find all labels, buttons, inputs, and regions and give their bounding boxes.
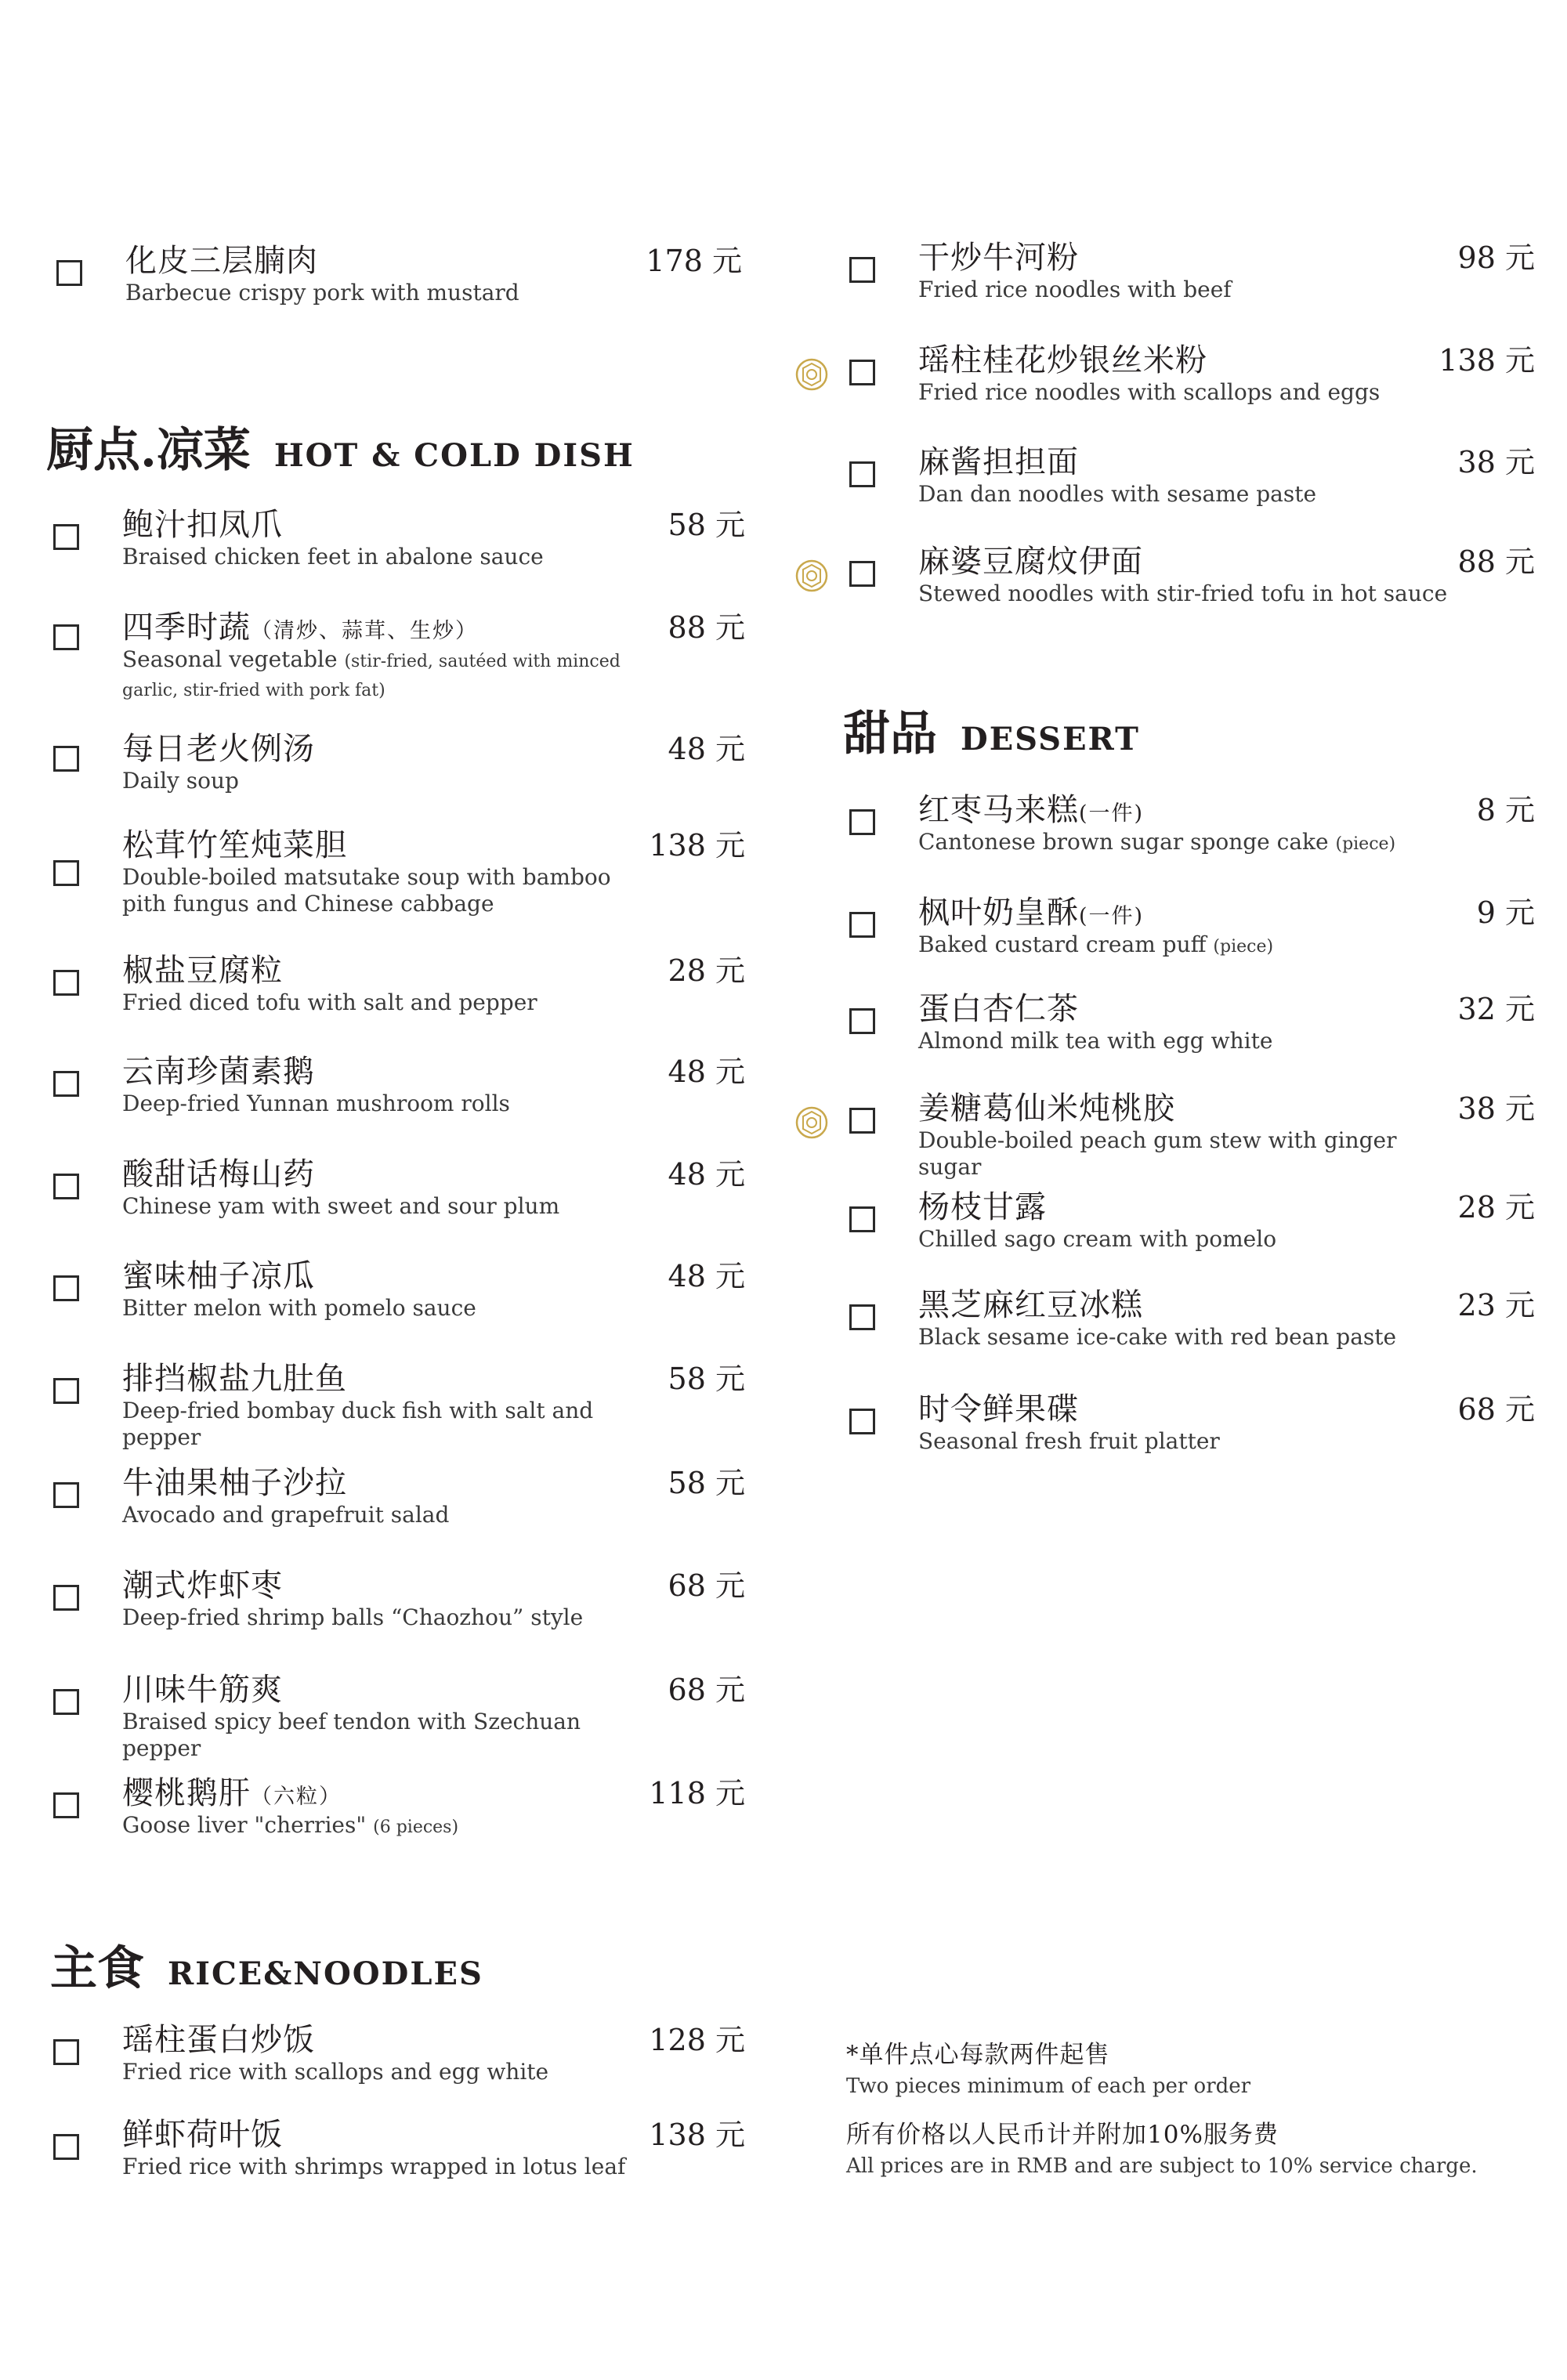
item-price [668,1671,745,1709]
item-name-zh [125,242,318,280]
item-price-currency: 元 [715,610,745,645]
item-price-value: 48 [668,1157,706,1192]
item-name-zh-text: 酸甜话梅山药 [122,1156,315,1192]
menu-item [849,791,1535,866]
item-name-zh [122,826,347,864]
item-price-currency: 元 [715,828,745,863]
item-name-zh [918,791,1144,833]
menu-item [53,1671,745,1761]
item-checkbox[interactable] [53,1482,79,1508]
item-price-value: 23 [1457,1288,1496,1322]
menu-item [53,1053,745,1128]
item-name-zh-text: 蛋白杏仁茶 [918,991,1079,1027]
item-price-currency: 元 [715,1776,745,1810]
item-checkbox[interactable] [53,1689,79,1715]
item-name-en-note: (6 pieces) [373,1818,459,1837]
item-price [649,826,745,864]
item-name-en-text: Black sesame ice-cake with red bean paste [918,1324,1397,1350]
item-price [668,1156,745,1193]
item-name-zh [122,1671,283,1709]
item-price-currency: 元 [1504,1392,1535,1427]
item-checkbox[interactable] [53,2134,79,2160]
item-name-zh [122,730,315,768]
menu-item [849,239,1535,314]
item-checkbox[interactable] [849,809,875,835]
item-name-en [122,1604,659,1631]
section-title-zh: 厨点.凉菜 [46,423,251,478]
item-price-currency: 元 [1504,992,1535,1026]
item-name-en-text: Avocado and grapefruit salad [122,1502,450,1528]
item-name-zh [122,1156,315,1193]
item-name-zh-text: 时令鲜果碟 [918,1391,1079,1427]
item-price-currency: 元 [715,508,745,542]
item-name-en-text: Fried diced tofu with salt and pepper [122,989,537,1015]
item-name-zh [122,1774,342,1816]
menu-item [53,1567,745,1642]
item-name-zh-text: 化皮三层腩肉 [125,243,318,279]
item-checkbox[interactable] [53,524,79,550]
item-price [1458,1391,1535,1428]
item-price-currency: 元 [1504,793,1535,827]
item-price-currency: 元 [715,1568,745,1603]
item-name-en-text: Seasonal fresh fruit platter [918,1428,1220,1454]
item-name-zh [918,1286,1143,1324]
item-name-zh-text: 云南珍菌素鹅 [122,1054,315,1090]
item-name-en [918,1428,1449,1455]
item-name-en [918,1127,1449,1181]
item-name-zh-text: 松茸竹笙炖菜胆 [122,827,347,863]
item-price [668,1053,745,1091]
menu-item [849,1391,1535,1466]
item-price [1458,990,1535,1028]
item-price [649,2021,745,2059]
item-name-zh [918,1391,1079,1428]
item-price-value: 58 [668,508,706,542]
item-name-en-text: Chinese yam with sweet and sour plum [122,1193,560,1219]
item-name-zh [122,506,283,544]
item-price [1458,1188,1535,1226]
item-price [668,1464,745,1502]
item-checkbox[interactable] [849,1206,875,1232]
item-name-en [918,581,1449,607]
item-price-value: 48 [668,1259,706,1293]
item-price [668,1257,745,1295]
item-name-zh-text: 瑶柱蛋白炒饭 [122,2022,315,2058]
section-heading-hot-cold [46,413,635,480]
item-name-zh [122,1464,347,1502]
item-name-en [122,1709,659,1762]
section-title-en: DESSERT [961,721,1140,758]
item-price-currency: 元 [711,244,742,278]
item-name-en-text: Braised chicken feet in abalone sauce [122,544,544,570]
item-price [1458,543,1535,581]
item-price-value: 118 [649,1776,706,1810]
item-price-currency: 元 [715,2023,745,2057]
item-checkbox[interactable] [53,1585,79,1611]
menu-item [53,506,745,581]
item-price-value: 88 [668,610,706,645]
item-checkbox[interactable] [53,970,79,996]
item-name-en-text: Deep-fried shrimp balls “Chaozhou” style [122,1604,584,1630]
item-checkbox[interactable] [53,1071,79,1097]
item-name-zh-text: 麻婆豆腐炆伊面 [918,544,1143,580]
item-checkbox[interactable] [53,1792,79,1818]
section-title-zh: 主食 [50,1941,144,1996]
item-name-zh [122,2021,315,2059]
item-name-zh-text: 四季时蔬 [122,609,251,646]
item-name-en [122,2059,659,2085]
item-name-zh [122,952,283,989]
item-name-en-text: Double-boiled matsutake soup with bamboo pith fungus and Chinese cabbage [122,864,611,917]
item-name-en-text: Goose liver "cherries" [122,1812,367,1838]
item-name-zh [122,1567,283,1604]
item-checkbox[interactable] [849,1108,875,1134]
item-price-value: 178 [646,244,703,278]
item-price [1439,342,1535,379]
item-name-en-text: Seasonal vegetable [122,646,338,672]
item-name-zh-text: 杨枝甘露 [918,1189,1047,1225]
item-name-zh-text: 椒盐豆腐粒 [122,953,283,989]
item-name-zh [918,1090,1175,1127]
item-checkbox[interactable] [53,860,79,886]
item-price-currency: 元 [715,1259,745,1293]
item-price-value: 128 [649,2023,706,2057]
item-price-value: 48 [668,732,706,766]
item-name-zh-text: 每日老火例汤 [122,731,315,767]
item-name-en [125,280,656,306]
menu-item [849,894,1535,969]
item-price-currency: 元 [1504,1190,1535,1224]
item-price-value: 58 [668,1466,706,1500]
item-name-zh-text: 鲜虾荷叶饭 [122,2117,283,2153]
item-price [668,952,745,989]
menu-item [53,1360,745,1450]
item-name-zh-text: 黑芝麻红豆冰糕 [918,1287,1143,1323]
item-price-currency: 元 [1504,1288,1535,1322]
item-name-en [918,829,1449,858]
item-checkbox[interactable] [53,2039,79,2065]
menu-item [53,952,745,1027]
item-checkbox[interactable] [53,624,79,650]
item-name-zh [918,990,1079,1028]
item-name-zh-text: 红枣马来糕 [918,792,1079,828]
item-name-zh-text: 鲍汁扣凤爪 [122,507,283,543]
item-price [1477,894,1535,931]
menu-item [849,1090,1535,1180]
item-price-value: 28 [668,953,706,988]
item-price [649,1774,745,1812]
item-name-zh-text: 潮式炸虾枣 [122,1568,283,1604]
item-price-currency: 元 [715,1673,745,1707]
item-checkbox[interactable] [56,260,82,286]
section-heading-dessert [843,696,1140,764]
item-price [1458,1286,1535,1324]
item-price-currency: 元 [1504,1091,1535,1126]
item-price-currency: 元 [715,953,745,988]
item-name-zh [122,1053,315,1091]
item-name-en [918,1226,1449,1253]
note-zh: 所有价格以人民币计并附加10%服务费 [846,2121,1279,2149]
section-heading-rice-noodles [50,1931,483,1998]
item-name-en [122,768,659,794]
menu-item [56,242,742,317]
menu-item [849,990,1535,1065]
item-checkbox[interactable] [849,1304,875,1330]
item-checkbox[interactable] [849,461,875,487]
item-price-value: 58 [668,1362,706,1396]
item-price-currency: 元 [715,2118,745,2152]
item-name-zh [918,239,1079,277]
note-en: Two pieces minimum of each per order [846,2074,1251,2098]
item-name-en-text: Daily soup [122,768,239,794]
section-title-zh: 甜品 [843,707,937,761]
item-name-en-text: Almond milk tea with egg white [918,1028,1273,1054]
item-name-zh-text: 麻酱担担面 [918,444,1079,480]
item-checkbox[interactable] [849,1008,875,1034]
item-name-en [122,1398,659,1451]
item-name-zh [918,543,1143,581]
item-name-zh [122,609,478,650]
item-name-en [122,1295,659,1322]
item-checkbox[interactable] [53,1174,79,1199]
item-name-zh-note: （六粒） [251,1785,342,1809]
item-price [649,2116,745,2154]
item-checkbox[interactable] [53,1378,79,1404]
item-name-zh-text: 蜜味柚子凉瓜 [122,1258,315,1294]
menu-item [849,443,1535,519]
menu-item [53,2116,745,2191]
item-name-en [918,1028,1449,1054]
item-checkbox[interactable] [849,561,875,587]
item-name-en-text: Barbecue crispy pork with mustard [125,280,519,306]
item-price-value: 68 [668,1673,706,1707]
item-name-en-text: Fried rice with scallops and egg white [122,2059,549,2085]
item-name-zh-text: 干炒牛河粉 [918,240,1079,276]
item-price-value: 38 [1457,445,1496,479]
item-price-currency: 元 [1504,241,1535,275]
item-name-zh-note: (一件) [1079,801,1145,826]
item-name-zh-note: （清炒、蒜茸、生炒） [251,619,478,643]
item-checkbox[interactable] [53,1275,79,1301]
item-price-value: 9 [1476,895,1496,930]
item-name-en-note: (piece) [1213,937,1274,957]
item-name-zh-text: 川味牛筋爽 [122,1672,283,1708]
item-price-value: 68 [668,1568,706,1603]
item-price-value: 32 [1457,992,1496,1026]
item-name-en [122,1502,659,1528]
item-price [1458,1090,1535,1127]
item-price-currency: 元 [1504,895,1535,930]
item-price-currency: 元 [715,1054,745,1089]
signature-dish-icon [794,559,829,593]
item-name-en-text: Braised spicy beef tendon with Szechuan pepper [122,1709,581,1761]
menu-item [53,1156,745,1231]
item-name-en [122,1091,659,1117]
item-price-value: 38 [1457,1091,1496,1126]
item-price [668,1567,745,1604]
item-name-zh [918,342,1207,379]
item-name-en-text: Dan dan noodles with sesame paste [918,481,1317,507]
item-name-en-text: Bitter melon with pomelo sauce [122,1295,476,1321]
item-name-zh-text: 樱桃鹅肝 [122,1775,251,1811]
item-name-en [122,864,659,917]
note-zh: *单件点心每款两件起售 [846,2041,1110,2069]
item-price-value: 98 [1457,241,1496,275]
item-name-zh-text: 排挡椒盐九肚鱼 [122,1361,347,1397]
item-price [1458,239,1535,277]
item-name-zh-text: 牛油果柚子沙拉 [122,1465,347,1501]
item-name-en [918,277,1449,303]
item-name-zh [122,1257,315,1295]
item-checkbox[interactable] [53,746,79,772]
item-checkbox[interactable] [849,912,875,938]
item-name-en [918,481,1449,508]
item-price [668,1360,745,1398]
item-name-en-text: Stewed noodles with stir-fried tofu in hot sauce [918,581,1448,606]
item-price-value: 88 [1457,544,1496,579]
item-name-zh-text: 枫叶奶皇酥 [918,895,1079,931]
menu-item [53,2021,745,2096]
item-name-en [918,1324,1449,1351]
item-price [1477,791,1535,829]
item-name-en-text: Chilled sago cream with pomelo [918,1226,1277,1252]
item-name-en [918,931,1449,960]
item-price-currency: 元 [715,732,745,766]
menu-item [53,1257,745,1333]
signature-dish-icon [794,357,829,392]
item-price [668,730,745,768]
item-name-en-text: Deep-fried Yunnan mushroom rolls [122,1091,510,1116]
item-price-value: 8 [1476,793,1496,827]
menu-item [849,1286,1535,1362]
section-title-en: HOT & COLD DISH [273,437,635,474]
item-name-en-note: (piece) [1335,834,1396,854]
item-name-zh [122,1360,347,1398]
item-name-zh-text: 姜糖葛仙米炖桃胶 [918,1091,1175,1127]
item-name-zh-text: 瑶柱桂花炒银丝米粉 [918,342,1207,378]
item-price-value: 138 [649,2118,706,2152]
note-en: All prices are in RMB and are subject to 10% service charge. [846,2154,1478,2178]
menu-item [53,1464,745,1539]
item-name-en-text: Baked custard cream puff [918,931,1207,957]
item-name-en [122,2154,659,2180]
menu-item [849,1188,1535,1264]
item-price-value: 28 [1457,1190,1496,1224]
menu-item [849,342,1535,417]
item-price-value: 138 [1439,343,1496,378]
item-name-en-text: Fried rice noodles with scallops and eggs [918,379,1381,405]
item-name-en-text: Cantonese brown sugar sponge cake [918,829,1329,855]
menu-item [53,1774,745,1850]
item-checkbox[interactable] [849,257,875,283]
menu-item [849,543,1535,618]
item-price [646,242,742,280]
item-name-en [122,1812,659,1841]
section-title-en: RICE&NOODLES [168,1955,483,1992]
item-name-zh [122,2116,283,2154]
item-name-en-text: Fried rice with shrimps wrapped in lotus leaf [122,2154,626,2179]
item-price [1458,443,1535,481]
item-price-currency: 元 [715,1157,745,1192]
item-price [668,609,745,646]
item-price-currency: 元 [715,1466,745,1500]
item-checkbox[interactable] [849,1409,875,1434]
item-name-en-text: Deep-fried bombay duck fish with salt and pepper [122,1398,594,1450]
item-name-en [918,379,1449,406]
item-name-zh [918,894,1144,935]
item-name-zh [918,443,1079,481]
item-name-en [122,1193,659,1220]
item-price-value: 138 [649,828,706,863]
item-name-en-note: (stir-fried, sautéed with minced garlic, stir-fried with pork fat) [122,652,621,700]
item-price-currency: 元 [1504,544,1535,579]
item-checkbox[interactable] [849,360,875,385]
item-name-en [122,989,659,1016]
item-price [668,506,745,544]
item-price-currency: 元 [1504,343,1535,378]
item-name-en-text: Fried rice noodles with beef [918,277,1232,302]
item-price-currency: 元 [715,1362,745,1396]
item-price-currency: 元 [1504,445,1535,479]
signature-dish-icon [794,1105,829,1140]
menu-item [53,730,745,805]
item-name-zh-note: (一件) [1079,904,1145,928]
item-price-value: 68 [1457,1392,1496,1427]
item-name-en-text: Double-boiled peach gum stew with ginger sugar [918,1127,1397,1180]
item-name-en [122,544,659,570]
item-name-zh [918,1188,1047,1226]
menu-item [53,826,745,917]
item-name-en [122,646,659,704]
menu-item [53,609,745,700]
item-price-value: 48 [668,1054,706,1089]
